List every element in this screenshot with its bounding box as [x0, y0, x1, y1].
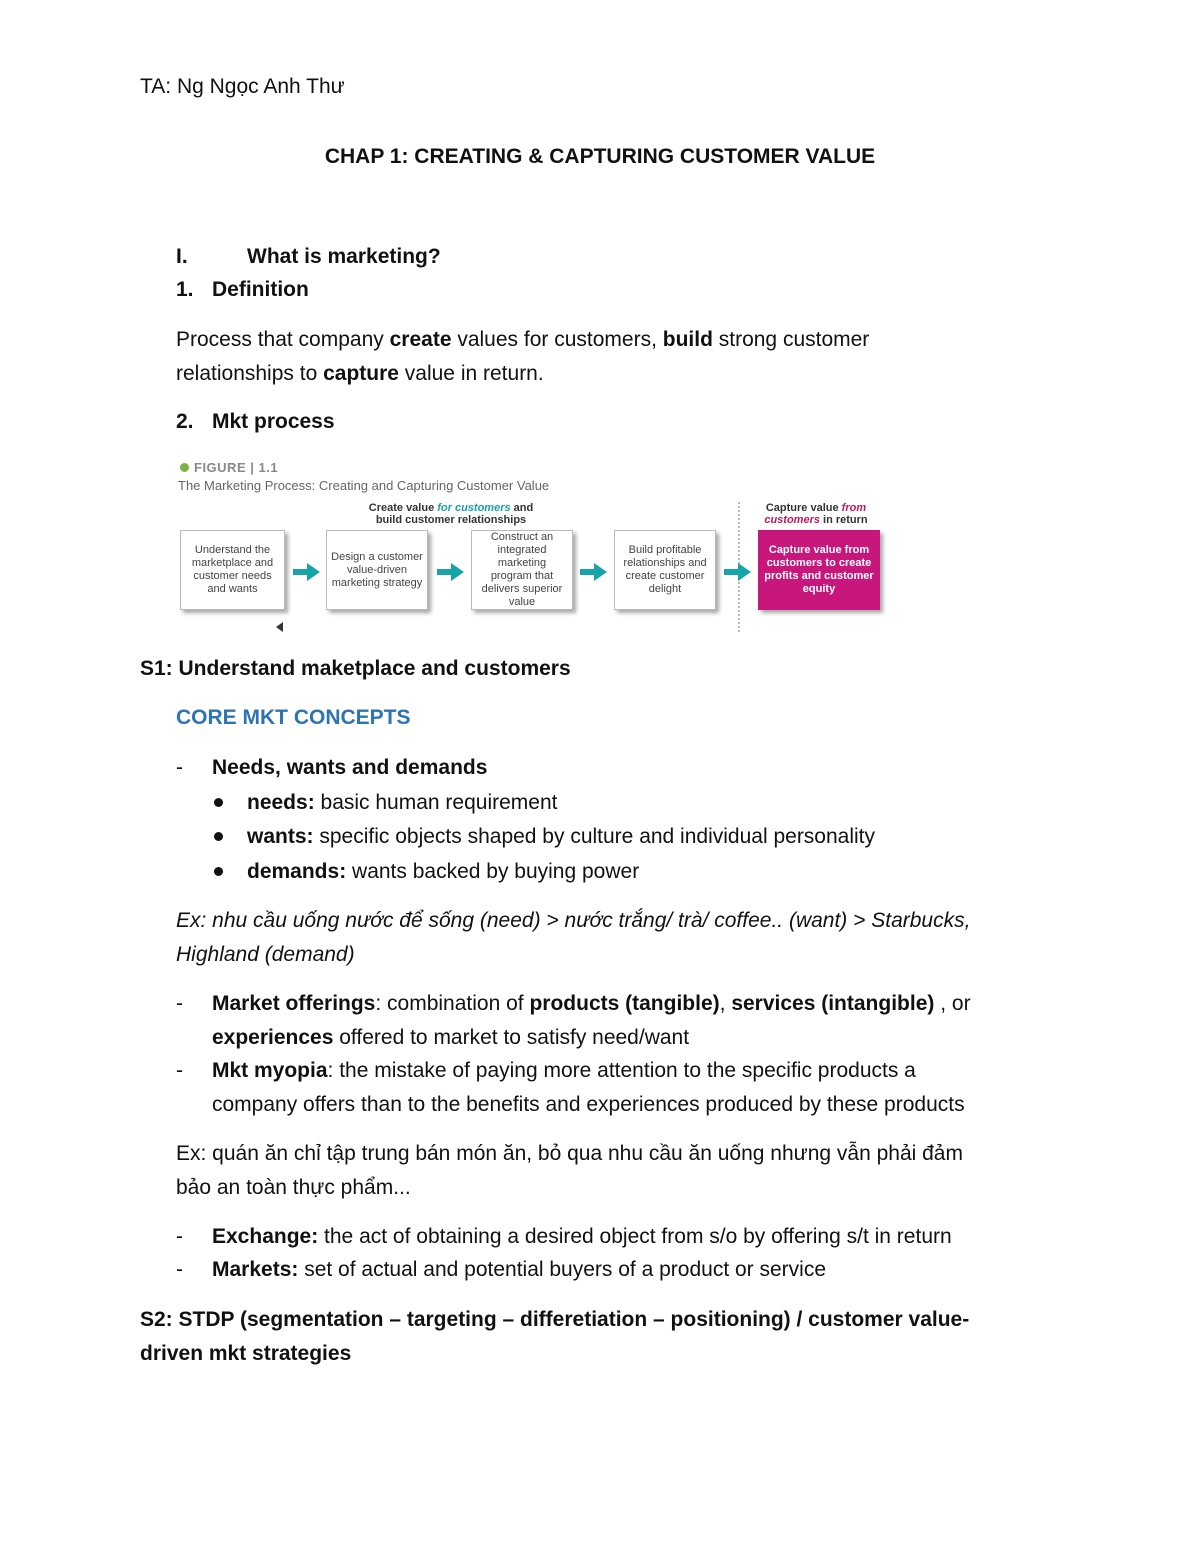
marketing-process-figure	[176, 458, 896, 638]
process-step-3: Construct an integrated marketing program that delivers superior value	[471, 530, 573, 610]
definition: basic human requirement	[314, 791, 558, 814]
s1-heading: S1: Understand maketplace and customers	[140, 657, 571, 680]
caption-text: Create value	[368, 502, 438, 514]
text-run: value in return.	[398, 362, 544, 385]
bullet-dot	[214, 867, 223, 876]
bullet-dot	[214, 798, 223, 807]
text-run: values for customers,	[451, 328, 663, 351]
section-heading: What is marketing?	[247, 245, 441, 268]
term: Exchange:	[212, 1225, 319, 1248]
term: Market offerings	[212, 992, 376, 1015]
definition-line-1	[176, 323, 869, 357]
term: needs:	[247, 791, 315, 814]
text-run: : combination of	[375, 992, 530, 1015]
text-run: offered to market to satisfy need/want	[333, 1026, 690, 1049]
arrow-right-icon	[293, 562, 321, 582]
arrow-right-icon	[724, 562, 752, 582]
text-run: strong customer	[712, 328, 870, 351]
term: Mkt myopia	[212, 1059, 328, 1082]
bullet-demands	[247, 855, 639, 889]
process-step-1: Understand the marketplace and customer needs and wants	[180, 530, 285, 610]
process-step-4: Build profitable relationships and create customer delight	[614, 530, 716, 610]
caption-highlight: from	[841, 502, 867, 514]
bullet-needs	[247, 786, 557, 820]
myopia-line-2: company offers than to the benefits and experiences produced by these products	[212, 1093, 965, 1116]
keyword-experiences: experiences	[212, 1026, 334, 1049]
definition-number: 1.	[176, 278, 194, 301]
caption-text: Capture value	[765, 502, 842, 514]
capture-caption	[751, 502, 881, 526]
text-run: ,	[719, 992, 732, 1015]
arrow-right-icon	[580, 562, 608, 582]
dash-bullet: -	[176, 992, 183, 1015]
dash-bullet: -	[176, 1225, 183, 1248]
keyword-products: products (tangible)	[529, 992, 720, 1015]
definition-heading: Definition	[212, 278, 309, 301]
figure-subtitle: The Marketing Process: Creating and Capturing Customer Value	[178, 478, 550, 493]
exchange-item	[212, 1220, 952, 1254]
keyword-capture: capture	[323, 362, 399, 385]
caption-text: build customer relationships	[375, 514, 527, 526]
definition: specific objects shaped by culture and individual personality	[313, 825, 876, 848]
caption-highlight: customers	[764, 514, 820, 526]
bullet-wants	[247, 820, 875, 854]
definition: : the mistake of paying more attention to the specific products a	[327, 1059, 916, 1082]
example-2-line-2: bảo an toàn thực phẩm...	[176, 1176, 411, 1199]
term: demands:	[247, 860, 347, 883]
figure-label: FIGURE | 1.1	[194, 460, 279, 475]
needs-heading: Needs, wants and demands	[212, 756, 488, 779]
keyword-services: services (intangible)	[731, 992, 935, 1015]
caption-text: and	[510, 502, 534, 514]
caption-text: in return	[819, 514, 868, 526]
page-title: CHAP 1: CREATING & CAPTURING CUSTOMER VALUE	[324, 145, 876, 168]
text-run: relationships to	[176, 362, 324, 385]
text-run: , or	[934, 992, 971, 1015]
definition: the act of obtaining a desired object from s/o by offering s/t in return	[318, 1225, 952, 1248]
process-step-capture: Capture value from customers to create profits and customer equity	[758, 530, 880, 610]
myopia-line-1	[212, 1054, 916, 1088]
caption-highlight: for customers	[437, 502, 511, 514]
process-number: 2.	[176, 410, 194, 433]
keyword-create: create	[389, 328, 452, 351]
bullet-dot	[214, 832, 223, 841]
process-heading: Mkt process	[212, 410, 335, 433]
definition: set of actual and potential buyers of a product or service	[298, 1258, 827, 1281]
arrow-right-icon	[437, 562, 465, 582]
create-caption	[346, 502, 556, 526]
core-concepts-heading: CORE MKT CONCEPTS	[176, 706, 411, 729]
example-1-line-1: Ex: nhu cầu uống nước để sống (need) > nước trắng/ trà/ coffee.. (want) > Starbucks,	[176, 909, 971, 932]
triangle-marker-icon	[276, 622, 283, 632]
example-1-line-2: Highland (demand)	[176, 943, 355, 966]
dash-bullet: -	[176, 756, 183, 779]
s2-heading-line-1: S2: STDP (segmentation – targeting – differetiation – positioning) / customer value-	[140, 1308, 970, 1331]
market-offerings-line-2	[212, 1021, 689, 1055]
text-run: Process that company	[176, 328, 390, 351]
term: wants:	[247, 825, 314, 848]
term: Markets:	[212, 1258, 299, 1281]
keyword-build: build	[662, 328, 713, 351]
section-numeral: I.	[176, 245, 188, 268]
process-step-2: Design a customer value-driven marketing strategy	[326, 530, 428, 610]
ta-header: TA: Ng Ngọc Anh Thư	[140, 75, 345, 98]
definition: wants backed by buying power	[346, 860, 640, 883]
dash-bullet: -	[176, 1258, 183, 1281]
example-2-line-1: Ex: quán ăn chỉ tập trung bán món ăn, bỏ qua nhu cầu ăn uống nhưng vẫn phải đảm	[176, 1142, 963, 1165]
definition-line-2	[176, 357, 544, 391]
market-offerings-line-1	[212, 987, 971, 1021]
s2-heading-line-2: driven mkt strategies	[140, 1342, 352, 1365]
figure-bullet-icon	[180, 463, 189, 472]
markets-item	[212, 1253, 826, 1287]
dash-bullet: -	[176, 1059, 183, 1082]
